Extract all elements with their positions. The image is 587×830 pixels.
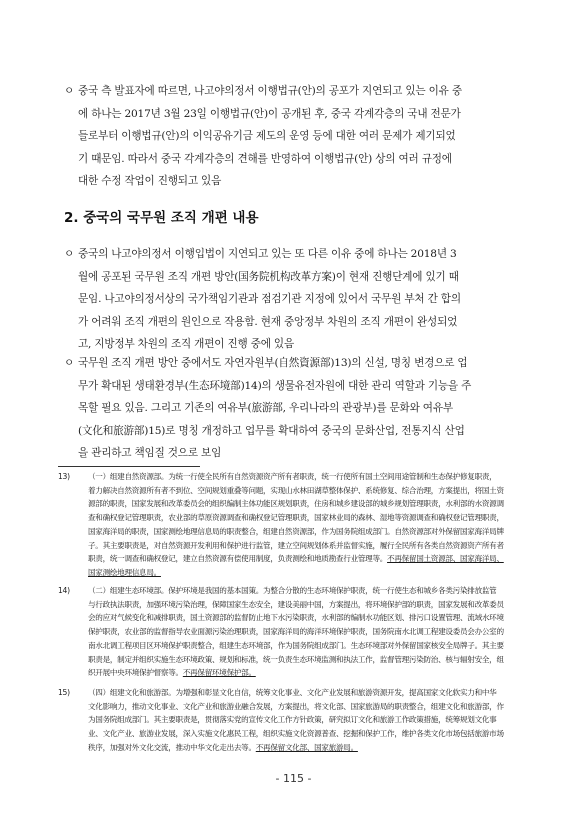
paragraph-line: 목할 필요 있음. 그리고 기존의 여유부(旅游部, 우리나라의 관광부)를 문화와 여유부: [78, 402, 453, 415]
footnote-underlined-text: 国家测绘地理信息局。: [88, 567, 161, 577]
footnote-text: 秩序，加强对外文化交流，推动中华文化走出去等。: [88, 742, 256, 752]
footnote-divider: [58, 466, 200, 467]
footnote-13: [58, 470, 530, 580]
footnote-line: 业、文化产业、旅游业发展，深入实施文化惠民工程，组织实施文化资源普查、挖掘和保护工作，维护各类文化市场包括旅游市场: [88, 729, 504, 739]
footnote-line: 职责是，制定并组织实施生态环境政策、规划和标准，统一负责生态环境监测和执法工作，监督管理污染防治、核与辐射安全，组: [88, 654, 504, 664]
paragraph-line: 가 어려워 조직 개편의 원인으로 작용함. 현재 중앙정부 차원의 조직 개편이 완성되었: [78, 315, 458, 328]
footnote-underlined-text: 不再保留文化部、国家旅游局。: [255, 742, 358, 752]
footnote-line: 会的应对气候变化和减排职责，国土资源部的监督防止地下水污染职责，水利部的编制水功能区划、排污口设置管理、流域水环境: [88, 613, 504, 623]
footnote-text: 织开展中央环境保护督察等。: [88, 668, 183, 678]
footnote-line: 着力解决自然资源所有者不到位、空间规划重叠等问题，实现山水林田湖草整体保护、系统修复、综合治理，方案提出，将国土资: [88, 485, 504, 495]
paragraph-line: 을 관리하고 책임질 것으로 보임: [78, 447, 222, 460]
paragraph-line: 중국 측 발표자에 따르면, 나고야의정서 이행법규(안)의 공포가 지연되고 있는 이유 중: [78, 85, 462, 97]
footnote-line: [58, 566, 530, 580]
bullet-marker: ㅇ: [64, 85, 75, 97]
footnote-underlined-text: 不再保留环境保护部。: [182, 668, 256, 678]
footnote-line: [58, 666, 530, 680]
paragraph-line: (文化和旅游部)15)로 명칭 개정하고 업무를 확대하여 중국의 문화산업, 전통지식 산업: [78, 424, 465, 437]
footnote-number: 13): [58, 472, 70, 481]
footnote-14: [58, 584, 530, 680]
paragraph-line: 문임. 나고야의정서상의 국가책임기관과 점검기관 지정에 있어서 국무원 부처 간 합의: [78, 293, 461, 306]
footnote-line: [58, 741, 530, 755]
paragraph-line: 무가 확대된 생태환경부(生态环境部)14)의 생물유전자원에 대한 관리 역할과 기능을 주: [78, 379, 472, 392]
footnote-number: 15): [58, 688, 70, 697]
footnote-line: 源部的职责，国家发展和改革委员会的组织编制主体功能区规划职责，住房和城乡建设部的城乡规划管理职责，水利部的水资源调: [88, 499, 504, 509]
paragraph-line: 대한 수정 작업이 진행되고 있음: [78, 175, 222, 188]
section-heading: 2. 중국의 국무원 조직 개편 내용: [64, 210, 259, 226]
footnote-line: 南水北调工程项目区环境保护职责整合，组建生态环境部，作为国务院组成部门。生态环境部对外保留国家核安全局牌子。其主要: [88, 640, 504, 650]
paragraph-2: [64, 243, 530, 356]
footnote-line: （二）组建生态环境部。保护环境是我国的基本国策。为整合分散的生态环境保护职责，统一行使生态和城乡各类污染排放监管: [88, 586, 497, 595]
footnote-15: [58, 686, 530, 755]
paragraph-line: 월에 공포된 국무원 조직 개편 방안(国务院机构改革方案)이 현재 진행단계에 있기 때: [78, 270, 459, 283]
footnote-line: 文化影响力，推动文化事业、文化产业和旅游业融合发展，方案提出，将文化部、国家旅游局的职责整合，组建文化和旅游部，作: [88, 701, 504, 711]
footnote-line: 查和确权登记管理职责，农业部的草原资源调查和确权登记管理职责，国家林业局的森林、湿地等资源调查和确权登记管理职责，: [88, 513, 504, 523]
footnote-line: [58, 552, 530, 566]
bullet-marker: ㅇ: [64, 357, 75, 369]
footnote-line: 保护职责，农业部的监督指导农业面源污染治理职责，国家海洋局的海洋环境保护职责，国务院南水北调工程建设委员会办公室的: [88, 627, 504, 637]
footnote-underlined-text: 不再保留国土资源部、国家海洋局、: [387, 554, 504, 564]
footnote-number: 14): [58, 586, 70, 595]
paragraph-line: 국무원 조직 개편 방안 중에서도 자연자원부(自然資源部)13)의 신설, 명칭 변경으로 업: [78, 357, 468, 369]
paragraph-line: 중국의 나고야의정서 이행입법이 지연되고 있는 또 다른 이유 중에 하나는 2018년 3: [78, 248, 457, 260]
footnote-line: （四）组建文化和旅游部。为增强和彰显文化自信，统筹文化事业、文化产业发展和旅游资源开发，提高国家文化软实力和中华: [88, 688, 497, 697]
footnote-line: 子。其主要职责是，对自然资源开发利用和保护进行监管，建立空间规划体系并监督实施，履行全民所有各类自然资源资产所有者: [88, 540, 504, 550]
paragraph-3: [64, 352, 530, 465]
footnote-line: 与行政执法职责，加强环境污染治理，保障国家生态安全，建设美丽中国，方案提出，将环境保护部的职责，国家发展和改革委员: [88, 599, 504, 609]
page-number: - 115 -: [275, 772, 312, 785]
footnote-line: （一）组建自然资源部。为统一行使全民所有自然资源资产所有者职责，统一行使所有国土空间用途管制和生态保护修复职责，: [88, 472, 497, 481]
paragraph-line: 고, 지방정부 차원의 조직 개편이 진행 중에 있음: [78, 338, 294, 351]
footnote-line: 为国务院组成部门。其主要职责是，贯彻落实党的宣传文化工作方针政策，研究拟订文化和旅游工作政策措施，统筹规划文化事: [88, 715, 497, 725]
footnote-line: 国家海洋局的职责，国家测绘地理信息局的职责整合，组建自然资源部，作为国务院组成部门。自然资源部对外保留国家海洋局牌: [88, 526, 504, 536]
bullet-marker: ㅇ: [64, 248, 75, 260]
paragraph-line: 들로부터 이행법규(안)의 이익공유기금 제도의 운영 등에 대한 여러 문제가 제기되었: [78, 130, 456, 143]
paragraph-1: [64, 80, 530, 193]
paragraph-line: 에 하나는 2017년 3월 23일 이행법규(안)이 공개된 후, 중국 각계각층의 국내 전문가: [78, 107, 461, 120]
paragraph-line: 기 때문임. 따라서 중국 각계각층의 견해를 반영하여 이행법규(안) 상의 여러 규정에: [78, 152, 452, 165]
footnote-text: 职责，统一调查和确权登记，建立自然资源有偿使用制度，负责测绘和地质勘查行业管理等。: [88, 554, 388, 564]
